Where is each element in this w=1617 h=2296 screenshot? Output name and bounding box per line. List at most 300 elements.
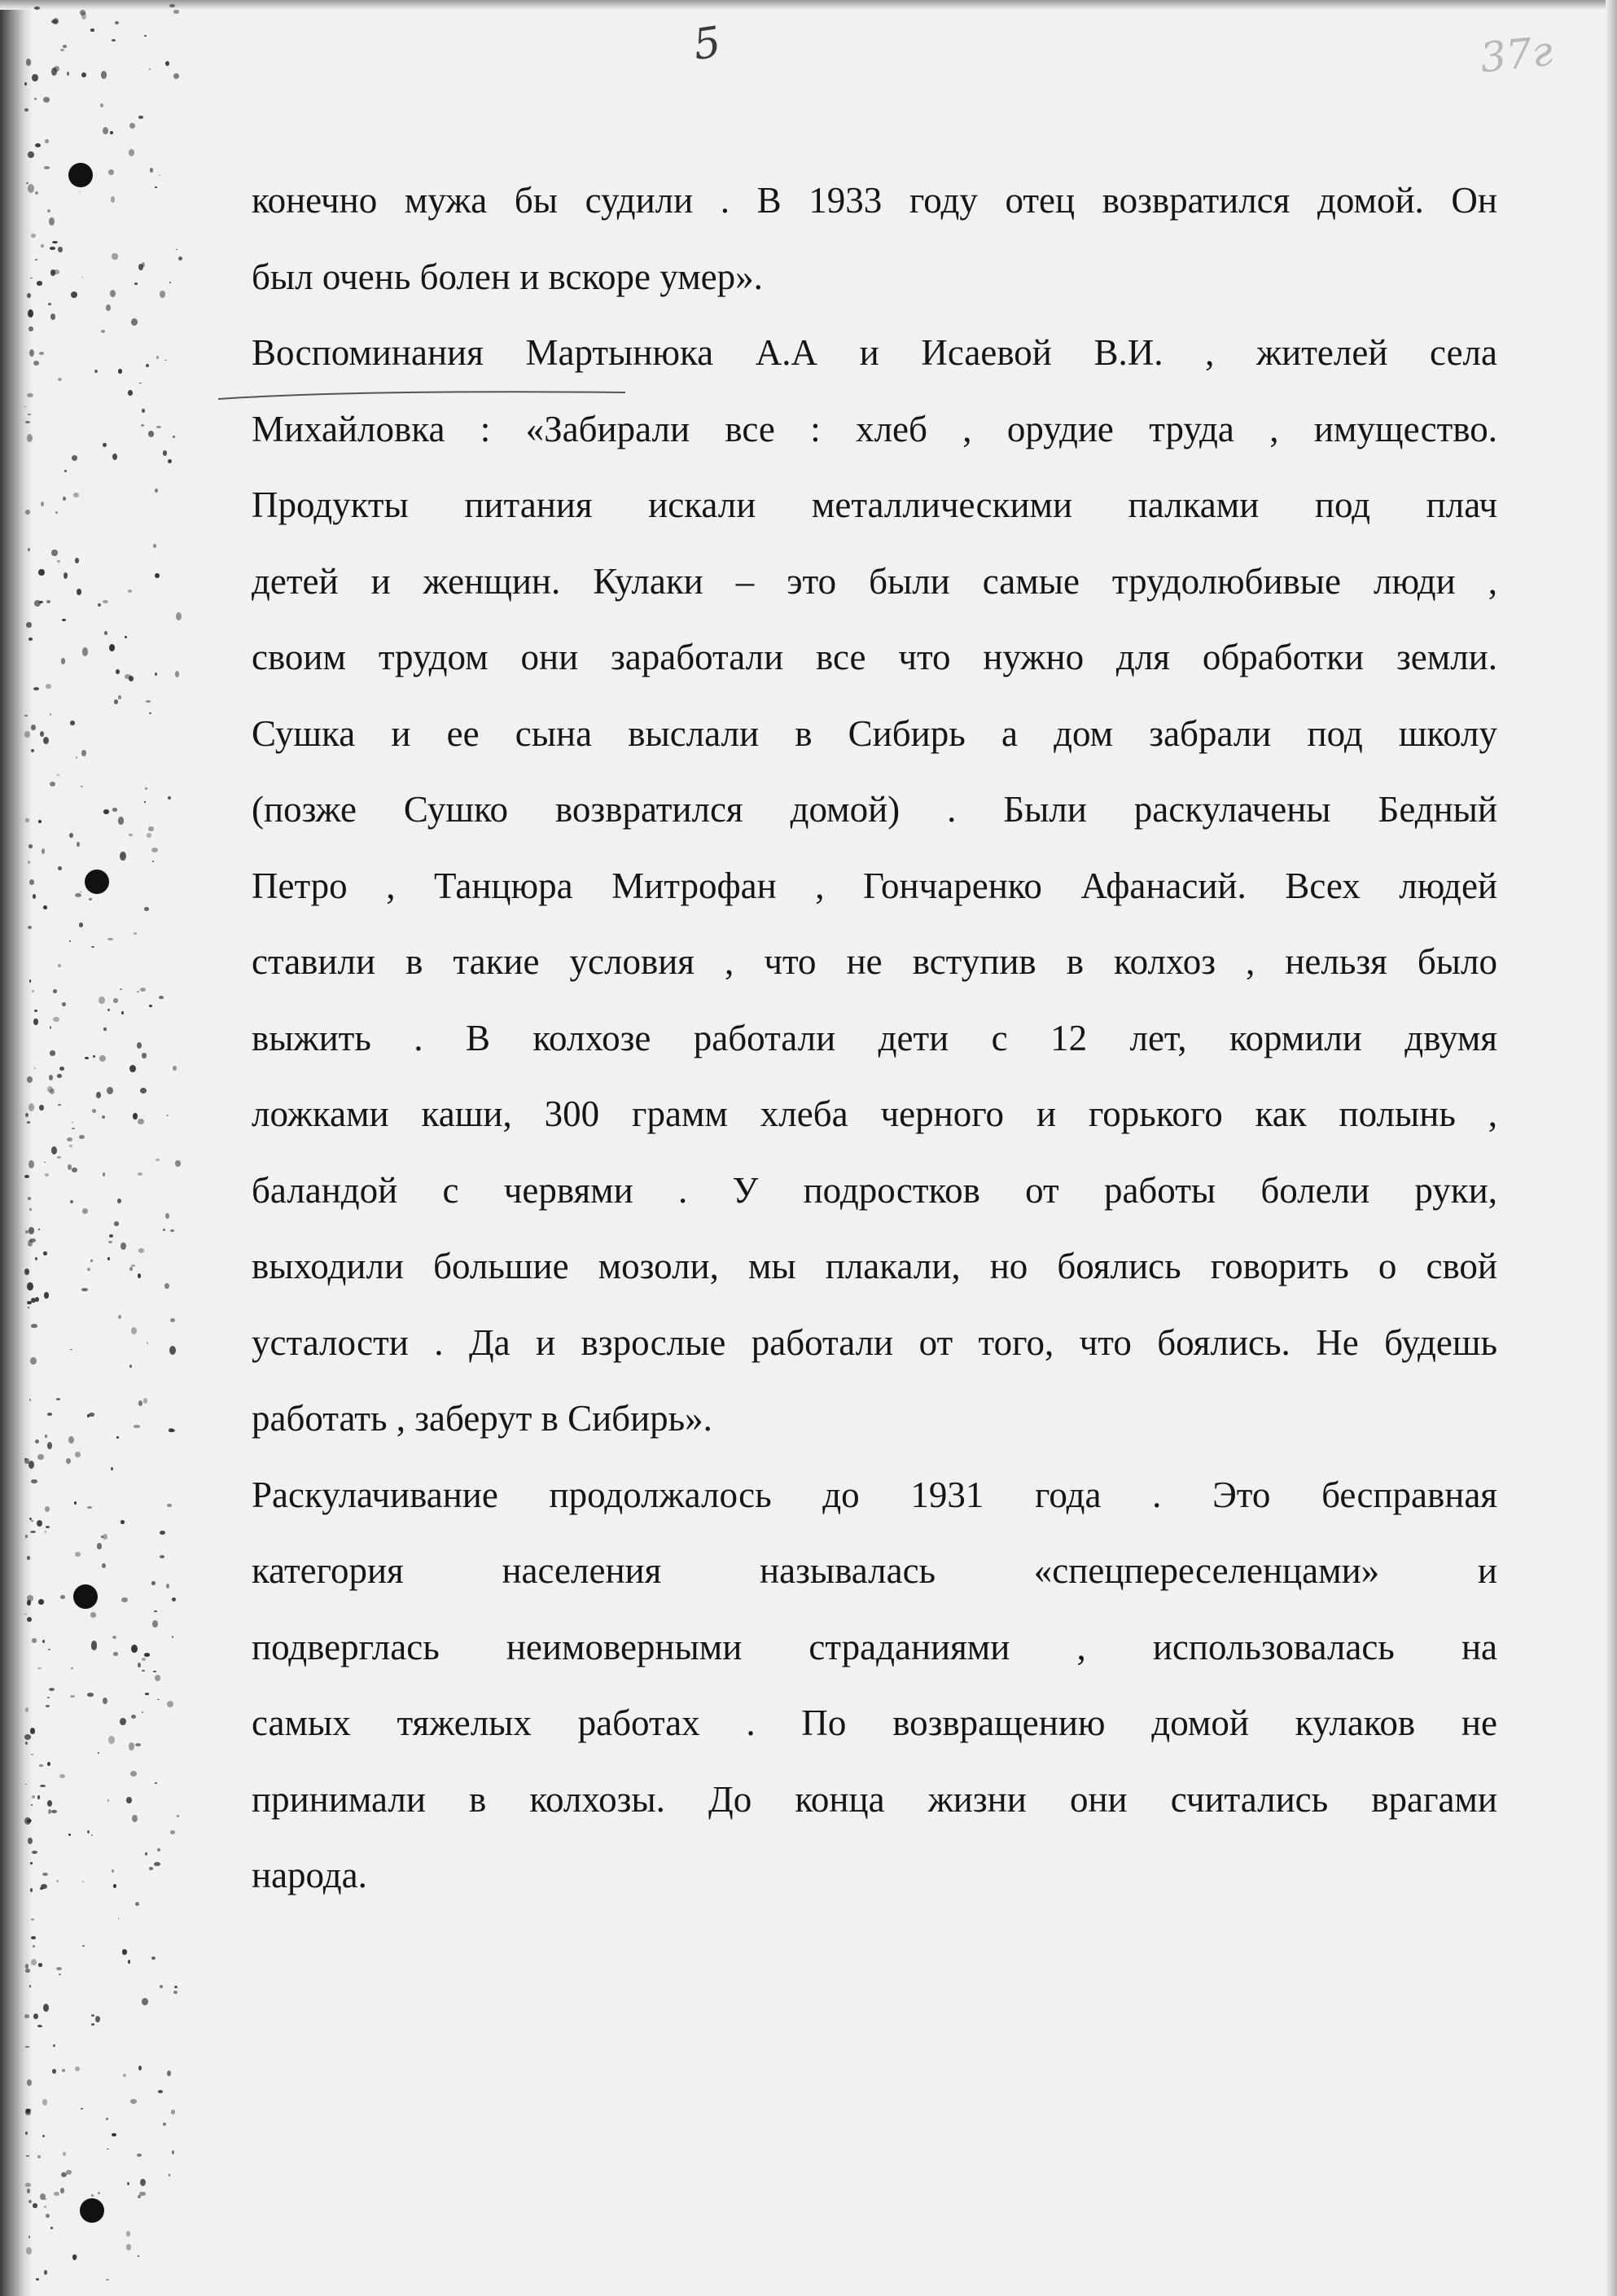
speck bbox=[144, 1653, 151, 1656]
speck bbox=[35, 1297, 39, 1302]
punch-hole bbox=[85, 870, 109, 894]
speck bbox=[46, 1526, 50, 1528]
speck bbox=[160, 1531, 165, 1535]
speck bbox=[142, 1711, 144, 1714]
speck bbox=[171, 2110, 176, 2114]
speck bbox=[81, 277, 83, 278]
speck bbox=[149, 1005, 152, 1006]
speck bbox=[97, 1543, 103, 1549]
speck bbox=[156, 426, 161, 428]
speck bbox=[37, 281, 42, 285]
speck bbox=[37, 1454, 44, 1461]
speck bbox=[25, 1230, 28, 1233]
speck bbox=[164, 360, 166, 361]
speck bbox=[29, 1238, 36, 1242]
speck bbox=[40, 2193, 46, 2200]
speck bbox=[75, 1552, 81, 1556]
speck bbox=[30, 1888, 33, 1892]
speck bbox=[30, 1531, 36, 1533]
speck bbox=[103, 443, 106, 447]
speck bbox=[27, 1121, 30, 1123]
speck bbox=[24, 108, 28, 112]
speck bbox=[32, 1851, 37, 1854]
speck bbox=[99, 1055, 106, 1062]
speck bbox=[110, 131, 113, 134]
speck bbox=[53, 1017, 59, 1022]
speck bbox=[103, 1698, 107, 1704]
speck bbox=[28, 638, 33, 641]
text-line: Сушка и ее сына выслали в Сибирь а дом забрали под школу bbox=[252, 712, 1497, 754]
speck bbox=[142, 1670, 145, 1672]
speck bbox=[129, 149, 135, 156]
archive-number: 37г bbox=[1478, 27, 1555, 82]
speck bbox=[158, 2090, 163, 2094]
speck bbox=[28, 2236, 30, 2238]
speck bbox=[62, 2069, 65, 2071]
speck bbox=[98, 1752, 99, 1754]
text-line: категория населения называлась «спецпереселенцами» и bbox=[252, 1550, 1497, 1591]
speck bbox=[70, 1200, 73, 1203]
speck bbox=[175, 1160, 180, 1167]
speck bbox=[173, 73, 180, 79]
speck bbox=[90, 1612, 96, 1618]
speck bbox=[29, 1399, 31, 1401]
speck bbox=[31, 1936, 36, 1939]
speck bbox=[107, 1009, 110, 1011]
speck bbox=[113, 1884, 116, 1888]
speck bbox=[80, 10, 85, 15]
speck bbox=[42, 2099, 47, 2105]
speck bbox=[62, 1002, 66, 1006]
scan-edge-top bbox=[0, 0, 1617, 10]
speck bbox=[138, 1248, 145, 1253]
speck bbox=[27, 1301, 32, 1304]
speck bbox=[47, 1762, 50, 1766]
speck bbox=[91, 1641, 98, 1650]
speck bbox=[140, 988, 146, 992]
speck bbox=[59, 1974, 61, 1975]
speck bbox=[109, 1234, 112, 1238]
speck bbox=[94, 370, 98, 373]
speck bbox=[131, 318, 138, 326]
speck bbox=[27, 293, 31, 298]
speck bbox=[102, 1115, 105, 1119]
speck bbox=[108, 169, 114, 175]
speck bbox=[53, 989, 57, 993]
speck bbox=[129, 1267, 133, 1271]
speck bbox=[112, 1636, 116, 1639]
speck bbox=[31, 1804, 33, 1806]
speck bbox=[118, 369, 122, 375]
speck bbox=[25, 510, 30, 515]
text-line: подверглась неимоверными страданиями , использовалась на bbox=[252, 1626, 1497, 1667]
speck bbox=[52, 2069, 56, 2074]
speck bbox=[29, 879, 35, 885]
speck bbox=[70, 1695, 76, 1698]
speck bbox=[49, 1075, 53, 1080]
speck bbox=[138, 1172, 143, 1176]
text-line: своим трудом они заработали все что нужно для обработки земли. bbox=[252, 637, 1497, 677]
speck bbox=[85, 1057, 90, 1059]
speck bbox=[167, 2070, 171, 2076]
speck bbox=[58, 378, 62, 381]
speck bbox=[74, 1501, 77, 1505]
speck bbox=[28, 844, 32, 848]
speck bbox=[131, 1645, 138, 1653]
speck bbox=[120, 1718, 126, 1726]
speck bbox=[165, 1213, 169, 1220]
speck bbox=[70, 1349, 72, 1350]
speck bbox=[24, 1734, 31, 1740]
speck bbox=[28, 1461, 34, 1469]
speck bbox=[77, 589, 81, 595]
speck bbox=[112, 2133, 116, 2136]
speck bbox=[71, 291, 77, 298]
speck bbox=[91, 2023, 94, 2026]
speck bbox=[129, 123, 135, 129]
speck bbox=[163, 1229, 165, 1231]
speck bbox=[95, 2016, 100, 2023]
speck bbox=[87, 1506, 92, 1509]
speck bbox=[30, 278, 33, 279]
speck bbox=[79, 191, 81, 193]
speck bbox=[166, 1584, 169, 1588]
speck bbox=[29, 1518, 33, 1520]
speck bbox=[51, 550, 57, 555]
speck bbox=[91, 2014, 94, 2017]
speck bbox=[152, 1620, 158, 1628]
speck bbox=[176, 249, 177, 250]
speck bbox=[35, 1257, 37, 1260]
speck bbox=[33, 2203, 37, 2207]
speck bbox=[32, 990, 35, 993]
speck bbox=[152, 861, 155, 862]
speck bbox=[45, 1435, 47, 1438]
speck bbox=[35, 191, 38, 195]
speck bbox=[31, 749, 33, 753]
speck bbox=[121, 1520, 125, 1525]
speck bbox=[72, 1128, 75, 1129]
speck bbox=[160, 1985, 163, 1988]
text-line: самых тяжелых работах . По возвращению домой кулаков не bbox=[252, 1702, 1497, 1743]
speck bbox=[121, 1597, 128, 1602]
speck bbox=[77, 842, 80, 847]
speck bbox=[50, 2227, 53, 2229]
speck bbox=[50, 782, 55, 787]
speck bbox=[50, 247, 55, 250]
speck bbox=[155, 1782, 157, 1784]
speck bbox=[160, 1555, 164, 1558]
speck bbox=[44, 2206, 46, 2208]
speck bbox=[146, 364, 149, 368]
speck bbox=[99, 997, 104, 1004]
speck bbox=[79, 922, 83, 927]
speck bbox=[46, 2214, 50, 2219]
speck bbox=[174, 1986, 177, 1988]
speck bbox=[25, 1784, 27, 1786]
speck bbox=[146, 700, 151, 703]
speck bbox=[103, 809, 109, 814]
speck bbox=[139, 2192, 146, 2196]
speck bbox=[27, 1076, 33, 1083]
speck bbox=[164, 1283, 169, 1289]
speck bbox=[79, 1135, 85, 1139]
speck bbox=[154, 1862, 160, 1866]
speck bbox=[76, 756, 77, 759]
speck bbox=[71, 1667, 73, 1669]
speck bbox=[34, 1010, 38, 1012]
speck bbox=[25, 1742, 28, 1745]
speck bbox=[26, 2155, 29, 2157]
speck bbox=[104, 631, 107, 635]
text-line: баландой с червями . У подростков от работы болели руки, bbox=[252, 1169, 1497, 1211]
speck bbox=[29, 979, 32, 983]
speck bbox=[55, 511, 59, 514]
speck bbox=[37, 1667, 42, 1669]
scan-edge-right bbox=[1606, 0, 1617, 2296]
speck bbox=[91, 1834, 93, 1836]
speck bbox=[134, 1425, 140, 1428]
speck bbox=[142, 409, 145, 412]
speck bbox=[163, 2123, 166, 2126]
speck bbox=[38, 1963, 43, 1966]
speck bbox=[47, 1442, 52, 1449]
speck bbox=[28, 414, 31, 415]
speck bbox=[111, 1467, 113, 1470]
speck bbox=[25, 818, 30, 822]
speck bbox=[24, 82, 27, 85]
speck bbox=[170, 1318, 175, 1322]
speck bbox=[153, 544, 157, 549]
speck bbox=[24, 715, 28, 716]
speck bbox=[69, 940, 71, 942]
speck bbox=[134, 283, 138, 285]
speck bbox=[25, 1535, 28, 1538]
speck bbox=[147, 833, 151, 838]
speck bbox=[90, 1260, 93, 1262]
speck bbox=[39, 601, 43, 603]
speck bbox=[31, 725, 35, 730]
speck bbox=[40, 1887, 43, 1890]
speck bbox=[138, 1119, 143, 1124]
speck bbox=[36, 2278, 40, 2281]
speck bbox=[51, 1146, 57, 1155]
speck bbox=[144, 801, 147, 803]
speck bbox=[113, 998, 118, 1003]
speck bbox=[41, 571, 43, 574]
speck bbox=[81, 1288, 88, 1292]
speck bbox=[40, 731, 44, 737]
speck bbox=[75, 893, 81, 897]
text-line: принимали в колхозы. До конца жизни они считались врагами bbox=[252, 1778, 1497, 1820]
speck bbox=[151, 1956, 156, 1960]
speck bbox=[60, 2188, 64, 2193]
speck bbox=[173, 436, 175, 439]
speck bbox=[66, 2170, 72, 2175]
text-line: работать , заберут в Сибирь». bbox=[252, 1398, 712, 1439]
speck bbox=[135, 1743, 141, 1747]
speck bbox=[57, 560, 60, 563]
speck bbox=[28, 1227, 35, 1234]
speck bbox=[37, 1795, 40, 1799]
speck bbox=[28, 184, 34, 193]
speck bbox=[81, 786, 83, 787]
speck bbox=[34, 7, 40, 10]
punch-hole bbox=[80, 2198, 104, 2223]
speck bbox=[49, 217, 55, 226]
speck bbox=[48, 1809, 52, 1815]
speck bbox=[27, 1556, 31, 1560]
speck bbox=[112, 1869, 114, 1873]
speck bbox=[130, 2099, 137, 2104]
speck bbox=[39, 1105, 44, 1111]
speck bbox=[154, 1610, 157, 1613]
speck bbox=[24, 1614, 26, 1615]
speck bbox=[46, 1705, 49, 1707]
speck bbox=[109, 644, 115, 651]
speck bbox=[33, 894, 36, 898]
speck bbox=[58, 964, 61, 967]
speck bbox=[46, 684, 52, 688]
speck bbox=[46, 600, 51, 603]
speck bbox=[59, 1067, 64, 1071]
speck bbox=[59, 1774, 65, 1778]
speck bbox=[43, 905, 47, 909]
text-line: детей и женщин. Кулаки – это были самые трудолюбивые люди , bbox=[252, 560, 1497, 602]
speck bbox=[57, 774, 59, 776]
speck bbox=[64, 470, 67, 472]
speck bbox=[155, 186, 156, 188]
speck bbox=[126, 2231, 130, 2237]
speck bbox=[44, 1292, 48, 1298]
speck bbox=[107, 2149, 109, 2150]
speck bbox=[126, 2244, 131, 2250]
speck bbox=[106, 2279, 109, 2281]
speck bbox=[39, 1764, 43, 1767]
speck bbox=[128, 390, 133, 396]
speck bbox=[31, 1918, 35, 1921]
speck bbox=[155, 1675, 160, 1681]
speck bbox=[131, 1715, 136, 1719]
speck bbox=[114, 699, 118, 704]
speck bbox=[38, 1229, 40, 1230]
speck bbox=[144, 35, 147, 37]
speck bbox=[57, 1074, 62, 1078]
speck bbox=[81, 2108, 83, 2110]
speck bbox=[169, 282, 171, 283]
speck bbox=[131, 1264, 135, 1267]
speck bbox=[33, 361, 39, 366]
speck bbox=[43, 97, 49, 103]
speck bbox=[28, 1307, 29, 1308]
speck bbox=[96, 1092, 101, 1098]
speck bbox=[42, 1873, 49, 1876]
speck bbox=[27, 2189, 30, 2193]
speck bbox=[30, 1357, 37, 1365]
speck bbox=[37, 1520, 42, 1527]
speck bbox=[28, 1838, 33, 1844]
speck bbox=[75, 2066, 80, 2071]
speck bbox=[45, 1531, 47, 1533]
speck bbox=[118, 695, 121, 699]
speck bbox=[56, 1398, 61, 1401]
speck bbox=[30, 1728, 36, 1734]
speck bbox=[129, 834, 133, 836]
speck bbox=[35, 259, 37, 261]
speck bbox=[172, 1636, 173, 1638]
speck bbox=[159, 175, 160, 177]
text-line: ложками каши, 300 грамм хлеба черного и горького как полынь , bbox=[252, 1093, 1497, 1134]
speck bbox=[32, 74, 37, 81]
speck bbox=[80, 892, 82, 893]
speck bbox=[27, 1617, 32, 1622]
speck bbox=[137, 2154, 142, 2157]
speck bbox=[33, 1019, 38, 1025]
speck bbox=[28, 548, 30, 551]
speck bbox=[107, 938, 112, 940]
speck bbox=[100, 103, 103, 108]
speck bbox=[126, 1797, 132, 1803]
speck bbox=[58, 866, 62, 870]
speck bbox=[73, 493, 79, 497]
text-line: усталости . Да и взрослые работали от того, что боялись. Не будешь bbox=[252, 1321, 1497, 1363]
speck bbox=[42, 1640, 46, 1644]
text-line: выходили большие мозоли, мы плакали, но боялись говорить о свой bbox=[252, 1246, 1497, 1286]
speck bbox=[25, 1707, 28, 1712]
speck bbox=[130, 1771, 137, 1777]
speck bbox=[90, 28, 94, 33]
speck bbox=[25, 2183, 31, 2187]
speck bbox=[25, 1969, 30, 1973]
speck bbox=[31, 1959, 37, 1965]
speck bbox=[159, 996, 164, 999]
speck bbox=[92, 1109, 97, 1113]
speck bbox=[49, 1688, 55, 1691]
speck bbox=[31, 1520, 34, 1522]
speck bbox=[24, 2014, 29, 2018]
speck bbox=[169, 1429, 175, 1432]
speck bbox=[172, 2150, 175, 2154]
speck bbox=[28, 1197, 32, 1200]
speck bbox=[75, 1452, 81, 1457]
speck bbox=[91, 2194, 94, 2197]
speck bbox=[138, 1273, 142, 1278]
speck bbox=[35, 1439, 40, 1444]
speck bbox=[133, 1113, 138, 1120]
speck bbox=[34, 1067, 36, 1069]
text-line: ставили в такие условия , что не вступив в колхоз , нельзя было bbox=[252, 941, 1497, 982]
speck bbox=[68, 1436, 74, 1443]
speck bbox=[145, 1852, 147, 1856]
speck bbox=[137, 1042, 142, 1049]
speck bbox=[140, 1088, 147, 1093]
speck bbox=[68, 1834, 71, 1836]
speck bbox=[172, 1597, 176, 1602]
speck bbox=[143, 1398, 147, 1403]
speck bbox=[157, 1848, 160, 1851]
speck bbox=[41, 244, 45, 248]
speck bbox=[72, 1122, 73, 1123]
speck bbox=[138, 1663, 141, 1667]
speck bbox=[93, 1055, 94, 1058]
speck bbox=[149, 1867, 153, 1870]
speck bbox=[134, 932, 136, 935]
speck bbox=[138, 2195, 141, 2198]
speck bbox=[115, 21, 119, 24]
speck bbox=[42, 848, 46, 854]
speck bbox=[27, 393, 33, 397]
speck bbox=[170, 1830, 175, 1834]
